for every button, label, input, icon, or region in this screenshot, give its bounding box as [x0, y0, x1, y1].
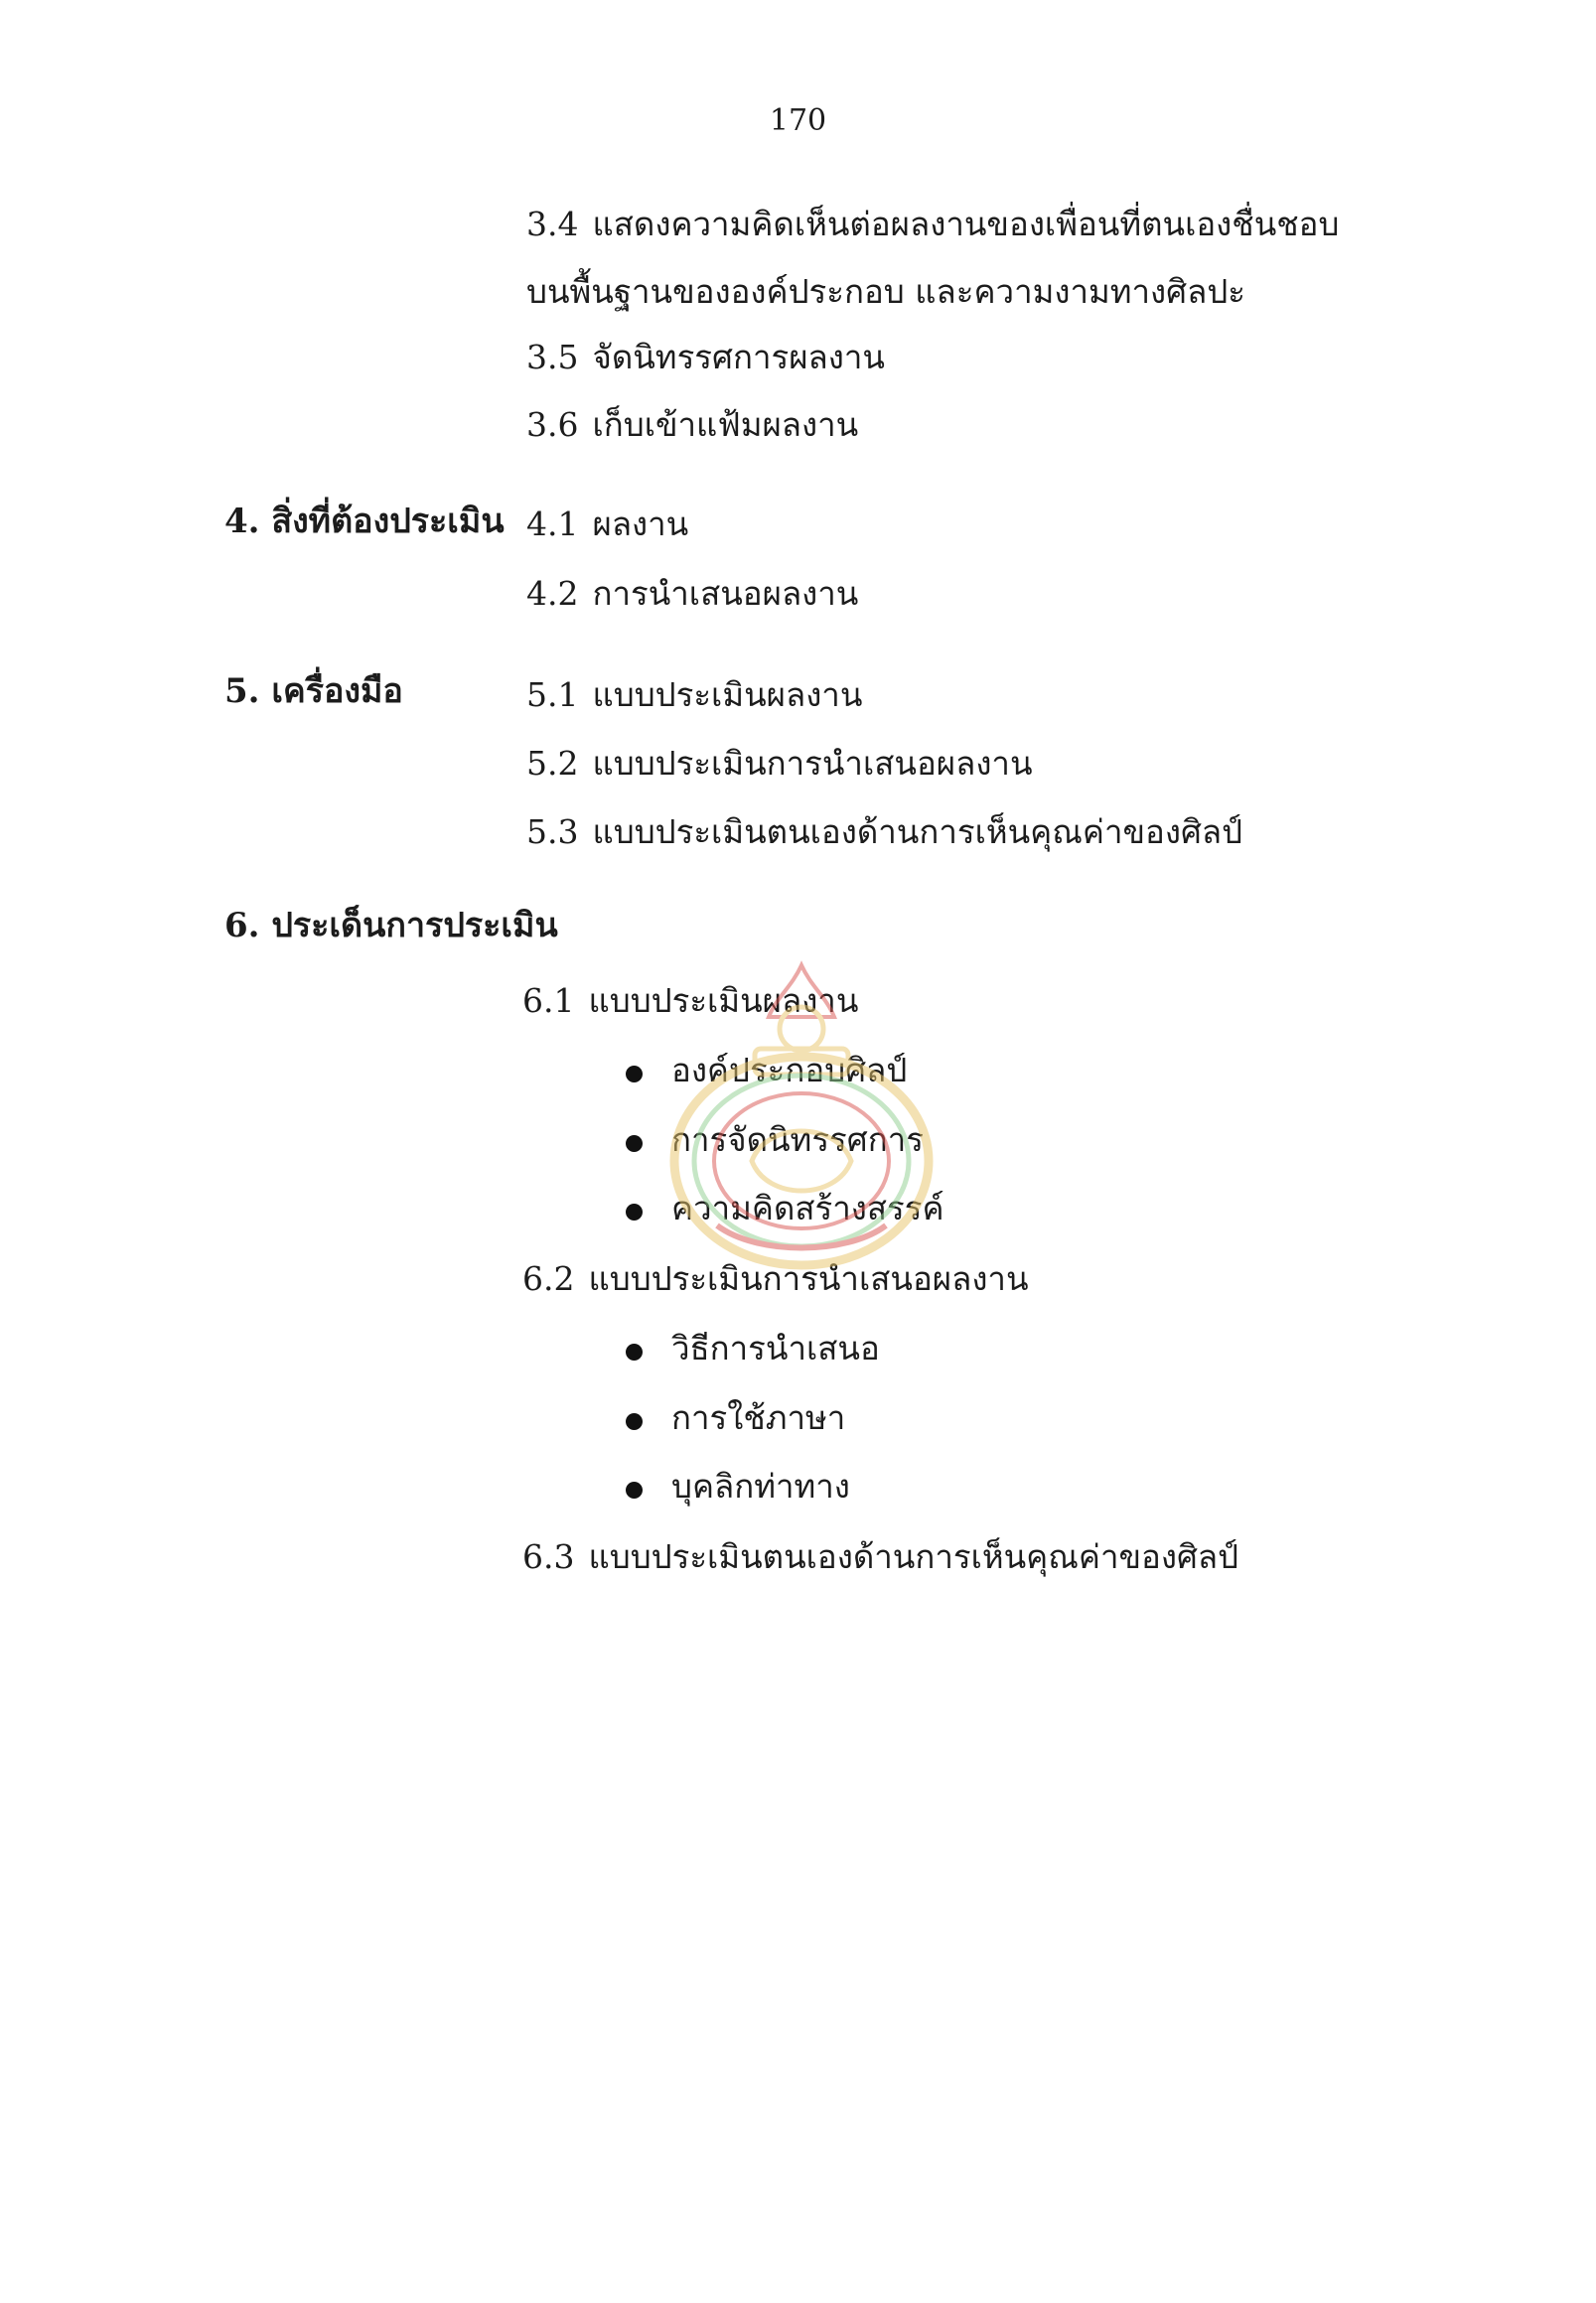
item-3-6 [526, 405, 858, 445]
item-5-3 [526, 812, 1242, 852]
item-number: 4.1 [526, 504, 579, 543]
item-text: แบบประเมินผลงาน [588, 981, 859, 1020]
item-3-4-continuation: บนพื้นฐานขององค์ประกอบ และความงามทางศิลปะ [526, 272, 1245, 311]
bullet-icon [626, 1344, 643, 1361]
bullet-item: การจัดนิทรรศการ [671, 1120, 924, 1159]
item-3-5 [526, 338, 885, 377]
item-number: 5.2 [526, 744, 579, 783]
bullet-icon [626, 1413, 643, 1430]
bullet-item: วิธีการนำเสนอ [671, 1329, 880, 1367]
section-heading-4: 4. สิ่งที่ต้องประเมิน [224, 502, 505, 541]
item-6-3 [522, 1537, 1238, 1577]
item-text: การนำเสนอผลงาน [592, 574, 859, 613]
item-text: แบบประเมินตนเองด้านการเห็นคุณค่าของศิลป์ [588, 1537, 1239, 1576]
section-heading-5: 5. เครื่องมือ [224, 671, 403, 711]
item-number: 6.2 [522, 1259, 575, 1298]
item-text: แสดงความคิดเห็นต่อผลงานของเพื่อนที่ตนเองชื่นชอบ [592, 205, 1340, 243]
item-number: 3.5 [526, 338, 579, 376]
item-text: แบบประเมินผลงาน [592, 675, 863, 714]
item-number: 6.3 [522, 1537, 575, 1576]
bullet-icon [626, 1135, 643, 1152]
institution-seal-icon [657, 957, 945, 1275]
item-text: เก็บเข้าแฟ้มผลงาน [592, 405, 859, 444]
bullet-item: องค์ประกอบศิลป์ [671, 1051, 908, 1089]
item-3-4 [526, 205, 1339, 244]
item-number: 6.1 [522, 981, 575, 1020]
item-text: แบบประเมินการนำเสนอผลงาน [592, 744, 1033, 783]
bullet-icon [626, 1482, 643, 1499]
bullet-item: บุคลิกท่าทาง [671, 1467, 850, 1506]
item-number: 5.3 [526, 812, 579, 851]
item-number: 3.6 [526, 405, 579, 444]
item-5-1 [526, 675, 862, 715]
item-number: 5.1 [526, 675, 579, 714]
item-text: แบบประเมินตนเองด้านการเห็นคุณค่าของศิลป์ [592, 812, 1243, 851]
item-text: จัดนิทรรศการผลงาน [592, 338, 885, 376]
bullet-icon [626, 1204, 643, 1221]
bullet-item: การใช้ภาษา [671, 1398, 846, 1437]
bullet-item: ความคิดสร้างสรรค์ [671, 1189, 944, 1227]
section-heading-6: 6. ประเด็นการประเมิน [224, 906, 558, 945]
item-4-1 [526, 504, 688, 544]
item-text: แบบประเมินการนำเสนอผลงาน [588, 1259, 1029, 1298]
item-5-2 [526, 744, 1033, 784]
item-4-2 [526, 574, 858, 614]
item-number: 4.2 [526, 574, 579, 613]
bullet-icon [626, 1066, 643, 1082]
page-number: 170 [769, 103, 827, 138]
item-text: ผลงาน [592, 504, 689, 543]
item-number: 3.4 [526, 205, 579, 243]
